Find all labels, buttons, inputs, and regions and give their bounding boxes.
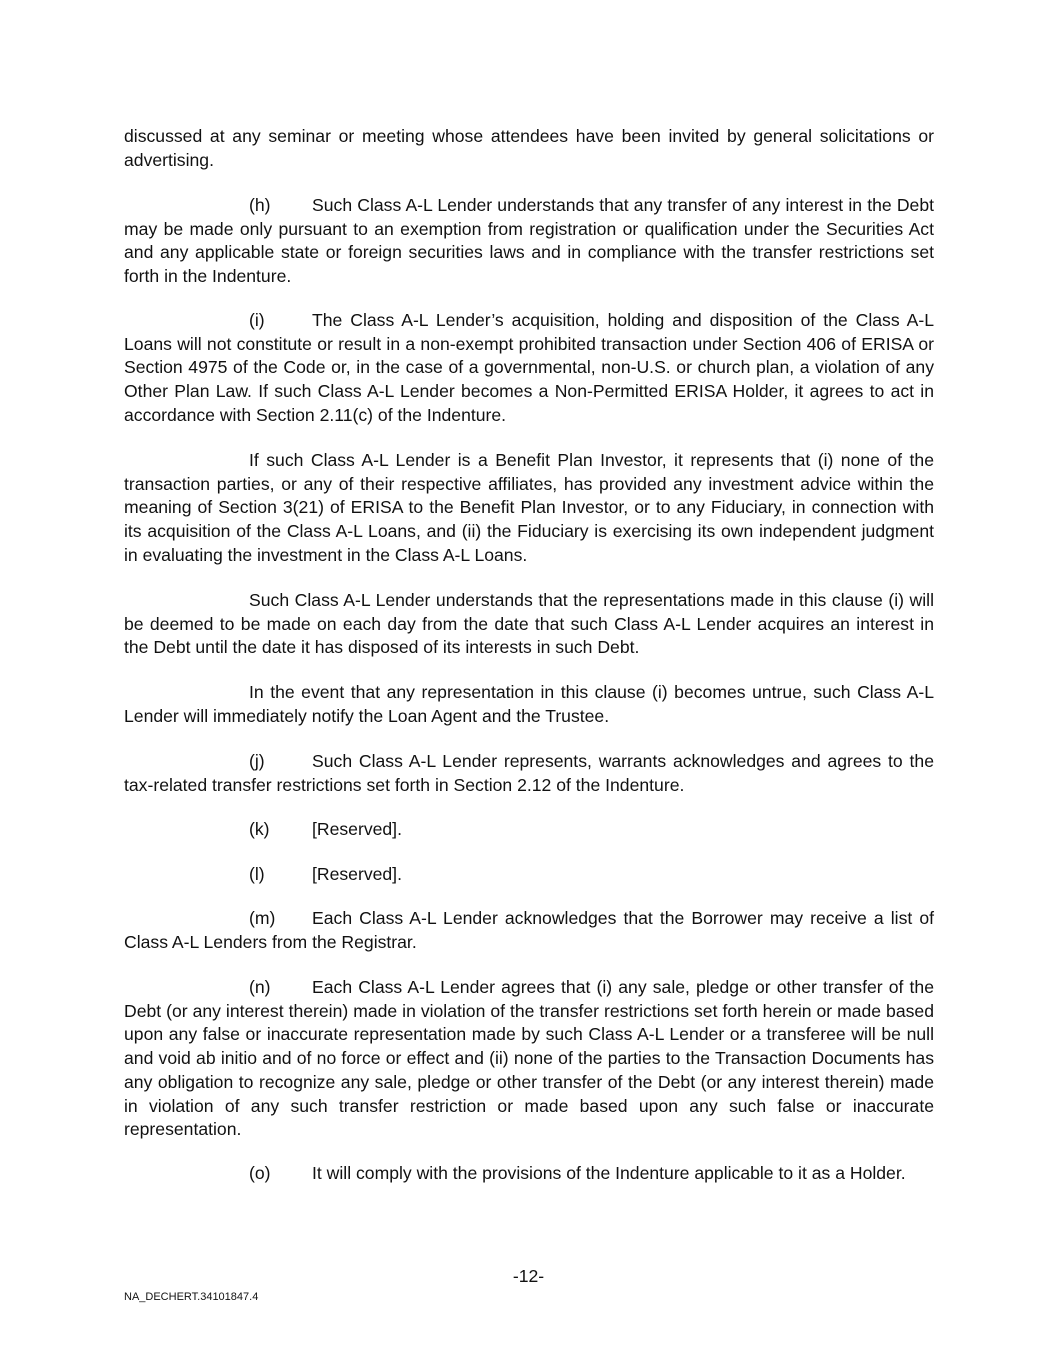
paragraph-label: (h) xyxy=(249,195,271,215)
paragraph-benefit-plan xyxy=(124,449,934,568)
paragraph-j xyxy=(124,750,934,797)
paragraph-label: (i) xyxy=(249,310,265,330)
paragraph-text: Each Class A-L Lender agrees that (i) any sale, pledge or other transfer of the Debt (or any interest therein) made in violation of the transfer restrictions set forth herein or made based upon any false or inaccurate representation made by such Class A-L Lender or a transferee will be null and void ab initio and of no force or effect and (ii) none of the parties to the Transaction Documents has any obligation to recognize any sale, pledge or other transfer of the Debt (or any interest therein) made in violation of any such transfer restriction or made based upon any such false or inaccurate representation. xyxy=(124,977,934,1140)
paragraph-text: In the event that any representation in this clause (i) becomes untrue, such Class A-L Lender will immediately notify the Loan Agent and the Trustee. xyxy=(124,682,934,726)
paragraph-n xyxy=(124,976,934,1142)
paragraph-label: (n) xyxy=(249,977,271,997)
document-id: NA_DECHERT.34101847.4 xyxy=(124,1291,259,1303)
paragraph-k xyxy=(249,818,549,842)
paragraph-text: Such Class A-L Lender represents, warrants acknowledges and agrees to the tax-related transfer restrictions set forth in Section 2.12 of the Indenture. xyxy=(124,751,934,795)
paragraph-text: [Reserved]. xyxy=(312,819,402,839)
paragraph-text: It will comply with the provisions of the Indenture applicable to it as a Holder. xyxy=(312,1163,906,1183)
paragraph-text: If such Class A-L Lender is a Benefit Plan Investor, it represents that (i) none of the transaction parties, or any of their respective affiliates, has provided any investment advice within the meaning of Section 3(21) of ERISA to the Benefit Plan Investor, or to any Fiduciary, in connection with its acquisition of the Class A-L Loans, and (ii) the Fiduciary is exercising its own independent judgment in evaluating the investment in the Class A-L Loans. xyxy=(124,450,934,565)
paragraph-text: Each Class A-L Lender acknowledges that the Borrower may receive a list of Class A-L Lenders from the Registrar. xyxy=(124,908,934,952)
paragraph-label: (k) xyxy=(249,819,270,839)
paragraph-text: Such Class A-L Lender understands that the representations made in this clause (i) will be deemed to be made on each day from the date that such Class A-L Lender acquires an interest in the Debt until the date it has disposed of its interests in such Debt. xyxy=(124,590,934,658)
paragraph-text: discussed at any seminar or meeting whose attendees have been invited by general solicitations or advertising. xyxy=(124,126,934,170)
paragraph-continued xyxy=(124,125,934,172)
paragraph-h xyxy=(124,194,934,289)
paragraph-l xyxy=(249,863,549,887)
paragraph-untrue xyxy=(124,681,934,728)
paragraph-i xyxy=(124,309,934,428)
paragraph-text: The Class A-L Lender’s acquisition, holding and disposition of the Class A-L Loans will not constitute or result in a non-exempt prohibited transaction under Section 406 of ERISA or Section 4975 of the Code or, in the case of a governmental, non-U.S. or church plan, a violation of any Other Plan Law. If such Class A-L Lender becomes a Non-Permitted ERISA Holder, it agrees to act in accordance with Section 2.11(c) of the Indenture. xyxy=(124,310,934,425)
paragraph-deemed xyxy=(124,589,934,660)
paragraph-label: (o) xyxy=(249,1163,271,1183)
page-number: -12- xyxy=(512,1266,545,1286)
paragraph-o xyxy=(124,1162,934,1186)
paragraph-label: (m) xyxy=(249,908,276,928)
paragraph-m xyxy=(124,907,934,954)
paragraph-text: [Reserved]. xyxy=(312,864,402,884)
paragraph-text: Such Class A-L Lender understands that any transfer of any interest in the Debt may be made only pursuant to an exemption from registration or qualification under the Securities Act and any applicable state or foreign securities laws and in compliance with the transfer restrictions set forth in the Indenture. xyxy=(124,195,934,287)
paragraph-label: (l) xyxy=(249,864,265,884)
paragraph-label: (j) xyxy=(249,751,265,771)
